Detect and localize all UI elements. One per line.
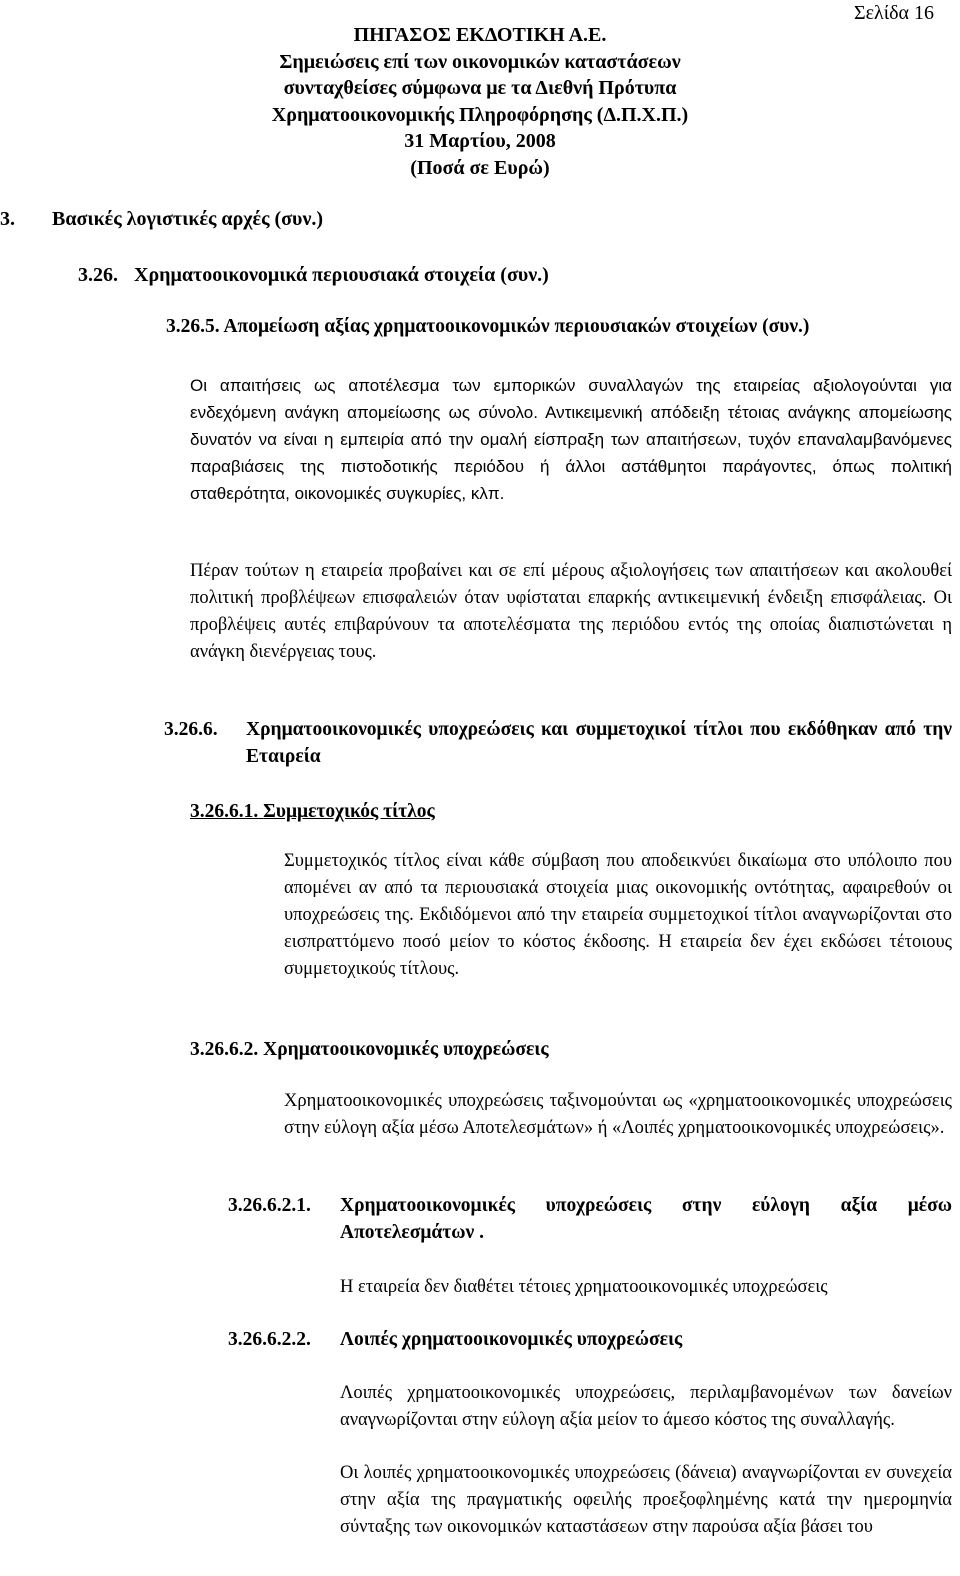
section-3-26-6-2-2-heading: 3.26.6.2.2. Λοιπές χρηματοοικονομικές υποχρεώσεις (228, 1329, 683, 1350)
paragraph-equity-instrument: Συμμετοχικός τίτλος είναι κάθε σύμβαση που αποδεικνύει δικαίωμα στο υπόλοιπο που απομένει αν από τα περιουσιακά στοιχεία μιας οικονομικής οντότητας, αφαιρεθούν οι υποχρεώσεις της. Εκδιδόμενοι από την εταιρεία συμμετοχικοί τίτλοι αναγνωρίζονται στο εισπραττόμενο ποσό μείον το κόστος έκδοσης. Η εταιρεία δεν έχει εκδώσει τέτοιους συμμετοχικούς τίτλους. (284, 851, 952, 979)
header-date: 31 Μαρτίου, 2008 (404, 130, 556, 152)
document-header (0, 22, 960, 181)
section-3-26-6-2-heading: 3.26.6.2. Χρηματοοικονομικές υποχρεώσεις (190, 1039, 549, 1060)
paragraph-impairment-assessment: Οι απαιτήσεις ως αποτέλεσμα των εμπορικών συναλλαγών της εταιρείας αξιολογούνται για ενδεχόμενη ανάγκη απομείωσης ως σύνολο. Αντικειμενική απόδειξη τέτοιας ανάγκης απομείωσης δυνατόν να είναι η εμπειρία από την ομαλή είσπραξη των απαιτήσεων, τυχόν επαναλαμβανόμενες παραβιάσεις της πιστοδοτικής περιόδου ή άλλοι αστάθμητοι παράγοντες, όπως πολιτική σταθερότητα, οικονομικές συγκυρίες, κλπ. (190, 376, 952, 503)
paragraph-specific-assessment: Πέραν τούτων η εταιρεία προβαίνει και σε επί μέρους αξιολογήσεις των απαιτήσεων και ακολουθεί πολιτική προβλέψεων επισφαλειών όταν υφίσταται επαρκής αντικειμενική ένδειξη επισφάλειας. Οι προβλέψεις αυτές επιβαρύνουν τα αποτελέσματα της περιόδου εντός της οποίας διαπιστώνεται η ανάγκη διενέργειας τους. (190, 561, 952, 662)
section-3-26-heading: 3.26. Χρηματοοικονομικά περιουσιακά στοιχεία (συν.) (78, 264, 549, 286)
section-3-26-6-2-1-heading: 3.26.6.2.1. Χρηματοοικονομικές υποχρεώσεις στην εύλογη αξία μέσω Αποτελεσμάτων . (228, 1195, 952, 1243)
section-3-26-5-heading: 3.26.5. Απομείωση αξίας χρηματοοικονομικών περιουσιακών στοιχείων (συν.) (166, 316, 810, 337)
header-line-2: συνταχθείσες σύμφωνα με τα Διεθνή Πρότυπα (283, 77, 677, 99)
paragraph-no-fvtpl-liabilities: Η εταιρεία δεν διαθέτει τέτοιες χρηματοοικονομικές υποχρεώσεις (340, 1277, 828, 1297)
header-currency: (Ποσά σε Ευρώ) (410, 156, 550, 179)
header-line-1: Σημειώσεις επί των οικονομικών καταστάσεων (279, 50, 681, 73)
section-3-heading: 3. Βασικές λογιστικές αρχές (συν.) (0, 208, 324, 230)
company-name: ΠΗΓΑΣΟΣ ΕΚΔΟΤΙΚΗ Α.Ε. (353, 24, 607, 46)
paragraph-other-liabilities-subsequent: Οι λοιπές χρηματοοικονομικές υποχρεώσεις (δάνεια) αναγνωρίζονται εν συνεχεία στην αξία της πραγματικής οφειλής προεξοφλημένης κατά την ημερομηνία σύνταξης των οικονομικών καταστάσεων στην παρούσα αξία βάσει του (340, 1463, 952, 1537)
paragraph-financial-liabilities: Χρηματοοικονομικές υποχρεώσεις ταξινομούνται ως «χρηματοοικονομικές υποχρεώσεις στην εύλογη αξία μέσω Αποτελεσμάτων» ή «Λοιπές χρηματοοικονομικές υποχρεώσεις». (284, 1091, 952, 1138)
section-3-26-6-1-heading: 3.26.6.1. Συμμετοχικός τίτλος (190, 801, 435, 822)
header-line-3: Χρηματοοικονομικής Πληροφόρησης (Δ.Π.Χ.Π.) (271, 103, 689, 126)
page-number: Σελίδα 16 (853, 2, 934, 24)
section-3-26-6-heading: 3.26.6. Χρηματοοικονομικές υποχρεώσεις και συμμετοχικοί τίτλοι που εκδόθηκαν από την Εταιρεία (164, 719, 952, 767)
paragraph-other-liabilities-initial: Λοιπές χρηματοοικονομικές υποχρεώσεις, περιλαμβανομένων των δανείων αναγνωρίζονται στην εύλογη αξία μείον το άμεσο κόστος της συναλλαγής. (340, 1383, 952, 1430)
